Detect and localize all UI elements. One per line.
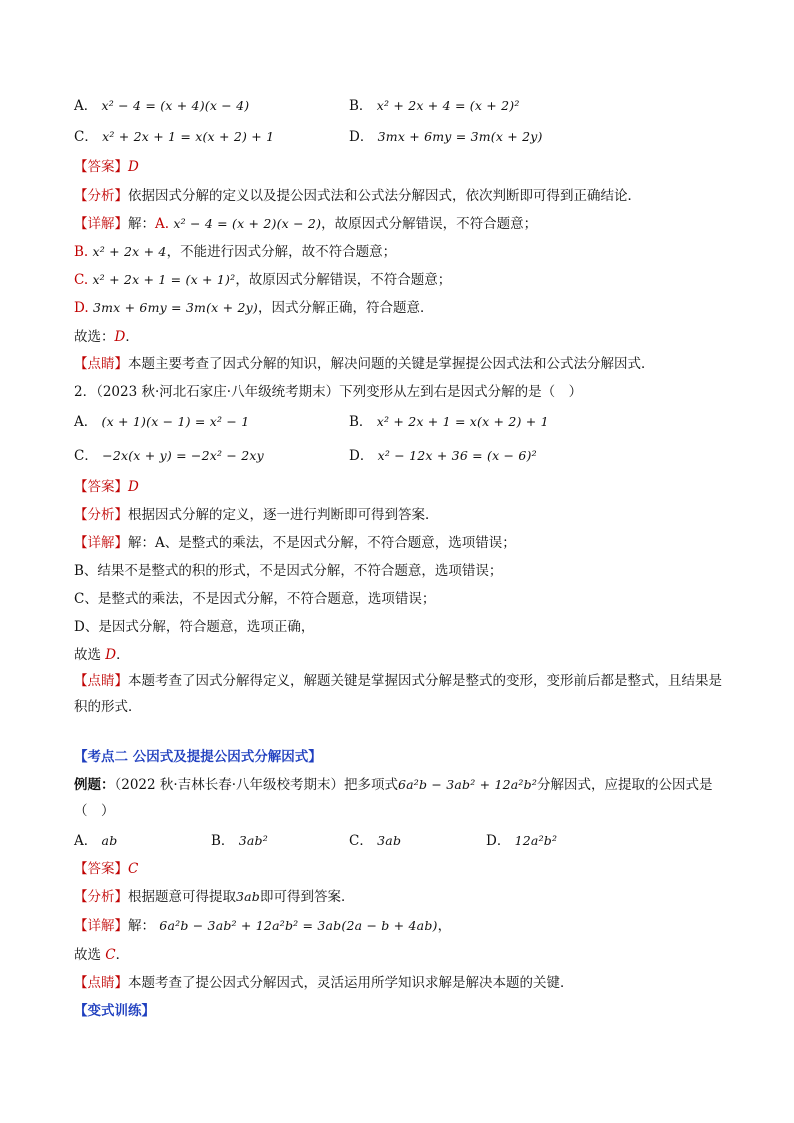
q2-detail-c: C、是整式的乘法，不是因式分解，不符合题意，选项错误； <box>74 591 436 607</box>
q1-detail-d <box>74 299 433 317</box>
option-math: x² + 2x + 1 = x(x + 2) + 1 <box>376 414 549 429</box>
q1-option-a <box>74 97 249 115</box>
choose-prefix: 故选： <box>74 329 115 345</box>
q1-detail-c <box>74 271 451 289</box>
choose-value: D <box>114 329 126 345</box>
ex-option-b <box>211 832 268 850</box>
detail-math: x² − 4 = (x + 2)(x − 2) <box>173 216 322 231</box>
choose-prefix: 故选 <box>74 647 106 663</box>
q1-comment <box>74 355 655 373</box>
answer-tag: 【答案】 <box>74 159 128 175</box>
choose-prefix: 故选 <box>74 947 106 963</box>
choose-value: C <box>105 947 116 963</box>
option-math: x² − 4 = (x + 4)(x − 4) <box>101 98 250 113</box>
detail-math: 3mx + 6my = 3m(x + 2y) <box>92 300 258 315</box>
q2-option-c <box>74 447 264 465</box>
analysis-text: 根据题意可得提取 <box>128 889 236 905</box>
example-paren: （ ） <box>74 803 115 819</box>
answer-value: D <box>128 479 139 495</box>
detail-letter: C. <box>74 272 89 288</box>
detail-math: x² + 2x + 1 = (x + 1)² <box>92 272 236 287</box>
detail-math: x² + 2x + 4 <box>92 244 167 259</box>
option-math: ab <box>101 833 118 848</box>
detail-text: 解：A、是整式的乘法，不是因式分解，不符合题意，选项错误； <box>128 535 516 551</box>
detail-tag: 【详解】 <box>74 918 128 934</box>
comment-text: 本题主要考查了因式分解的知识，解决问题的关键是掌握提公因式法和公式法分解因式． <box>128 356 655 372</box>
choose-suffix: ． <box>116 647 130 663</box>
option-math: (x + 1)(x − 1) = x² − 1 <box>101 414 250 429</box>
option-label: B． <box>349 414 373 430</box>
detail-text: ，故原因式分解错误，不符合题意； <box>235 272 452 288</box>
comment-text: 本题考查了因式分解得定义，解题关键是掌握因式分解是整式的变形，变形前后都是整式，且结果是积的形式． <box>74 673 722 715</box>
ex-choose <box>74 946 129 964</box>
q1-detail-b <box>74 243 396 261</box>
detail-text: ，故原因式分解错误，不符合题意； <box>321 216 538 232</box>
analysis-text-2: 即可得到答案． <box>260 889 355 905</box>
analysis-text: 根据因式分解的定义，逐一进行判断即可得到答案． <box>128 507 439 523</box>
example-text: （2022 秋·吉林长春·八年级校考期末）把多项式 <box>114 777 398 793</box>
q2-comment <box>74 668 724 720</box>
ex-option-d <box>486 832 557 850</box>
detail-tag: 【详解】 <box>74 535 128 551</box>
q1-option-b <box>349 97 520 115</box>
q2-answer <box>74 478 139 496</box>
comment-tag: 【点睛】 <box>74 975 128 991</box>
choose-suffix: ． <box>125 329 139 345</box>
detail-letter: A. <box>155 216 170 232</box>
analysis-tag: 【分析】 <box>74 507 128 523</box>
option-math: x² + 2x + 1 = x(x + 2) + 1 <box>102 129 275 144</box>
variant-heading: 【变式训练】 <box>74 1003 155 1019</box>
q1-choose <box>74 328 139 346</box>
option-math: −2x(x + y) = −2x² − 2xy <box>102 448 264 463</box>
option-math: 3ab <box>377 833 402 848</box>
detail-prefix: 解： <box>128 918 155 934</box>
ex-option-c <box>349 832 401 850</box>
q2-detail <box>74 534 516 552</box>
choose-value: D <box>105 647 117 663</box>
detail-text: ，因式分解正确，符合题意． <box>257 300 434 316</box>
q1-answer <box>74 158 139 176</box>
section-heading: 【考点二 公因式及提提公因式分解因式】 <box>74 749 322 765</box>
option-label: A． <box>74 98 98 114</box>
comment-tag: 【点睛】 <box>74 356 128 372</box>
ex-comment <box>74 974 574 992</box>
example-label: 例题： <box>74 777 115 793</box>
option-label: C． <box>74 448 98 464</box>
q2-detail-b: B、结果不是整式的积的形式，不是因式分解，不符合题意，选项错误； <box>74 563 503 579</box>
option-label: D． <box>486 833 511 849</box>
detail-tag: 【详解】 <box>74 216 128 232</box>
choose-suffix: ． <box>115 947 130 963</box>
q1-detail <box>74 215 537 233</box>
ex-analysis <box>74 888 355 906</box>
q1-option-c <box>74 128 274 146</box>
option-label: D． <box>349 129 374 145</box>
q2-option-b <box>349 413 549 431</box>
example-stem <box>74 772 724 824</box>
comment-text: 本题考查了提公因式分解因式，灵活运用所学知识求解是解决本题的关键． <box>128 975 574 991</box>
example-text-2: 分解因式，应提取的公因式是 <box>537 777 713 793</box>
option-math: x² − 12x + 36 = (x − 6)² <box>377 448 537 463</box>
ex-detail <box>74 917 451 935</box>
detail-math: 6a²b − 3ab² + 12a²b² = 3ab(2a − b + 4ab) <box>159 918 438 933</box>
ex-answer <box>74 860 138 878</box>
option-label: A． <box>74 414 98 430</box>
option-math: 3ab² <box>238 833 268 848</box>
detail-text: ，不能进行因式分解，故不符合题意； <box>166 244 397 260</box>
example-math: 6a²b − 3ab² + 12a²b² <box>397 777 538 792</box>
option-label: B． <box>211 833 235 849</box>
q1-analysis <box>74 187 641 205</box>
ex-option-a <box>74 832 117 850</box>
option-label: C． <box>74 129 98 145</box>
answer-tag: 【答案】 <box>74 861 128 877</box>
answer-value: D <box>128 159 139 175</box>
option-label: D． <box>349 448 374 464</box>
q2-choose <box>74 646 130 664</box>
detail-letter: D. <box>74 300 89 316</box>
analysis-tag: 【分析】 <box>74 889 128 905</box>
option-math: 12a²b² <box>514 833 558 848</box>
q2-stem: 2．（2023 秋·河北石家庄·八年级统考期末）下列变形从左到右是因式分解的是（ ） <box>74 384 583 400</box>
analysis-math: 3ab <box>236 889 261 904</box>
option-math: x² + 2x + 4 = (x + 2)² <box>376 98 520 113</box>
option-label: A． <box>74 833 98 849</box>
q2-analysis <box>74 506 439 524</box>
option-label: C． <box>349 833 373 849</box>
comment-tag: 【点睛】 <box>74 673 128 689</box>
detail-suffix: ， <box>437 918 452 934</box>
q2-option-d <box>349 447 537 465</box>
detail-prefix: 解： <box>128 216 155 232</box>
option-label: B． <box>349 98 373 114</box>
q1-option-d <box>349 128 543 146</box>
option-math: 3mx + 6my = 3m(x + 2y) <box>377 129 543 144</box>
answer-value: C <box>128 861 139 877</box>
analysis-tag: 【分析】 <box>74 188 128 204</box>
answer-tag: 【答案】 <box>74 479 128 495</box>
analysis-text: 依据因式分解的定义以及提公因式法和公式法分解因式，依次判断即可得到正确结论． <box>128 188 641 204</box>
detail-letter: B. <box>74 244 89 260</box>
q2-detail-d: D、是因式分解，符合题意，选项正确， <box>74 619 315 635</box>
q2-option-a <box>74 413 249 431</box>
